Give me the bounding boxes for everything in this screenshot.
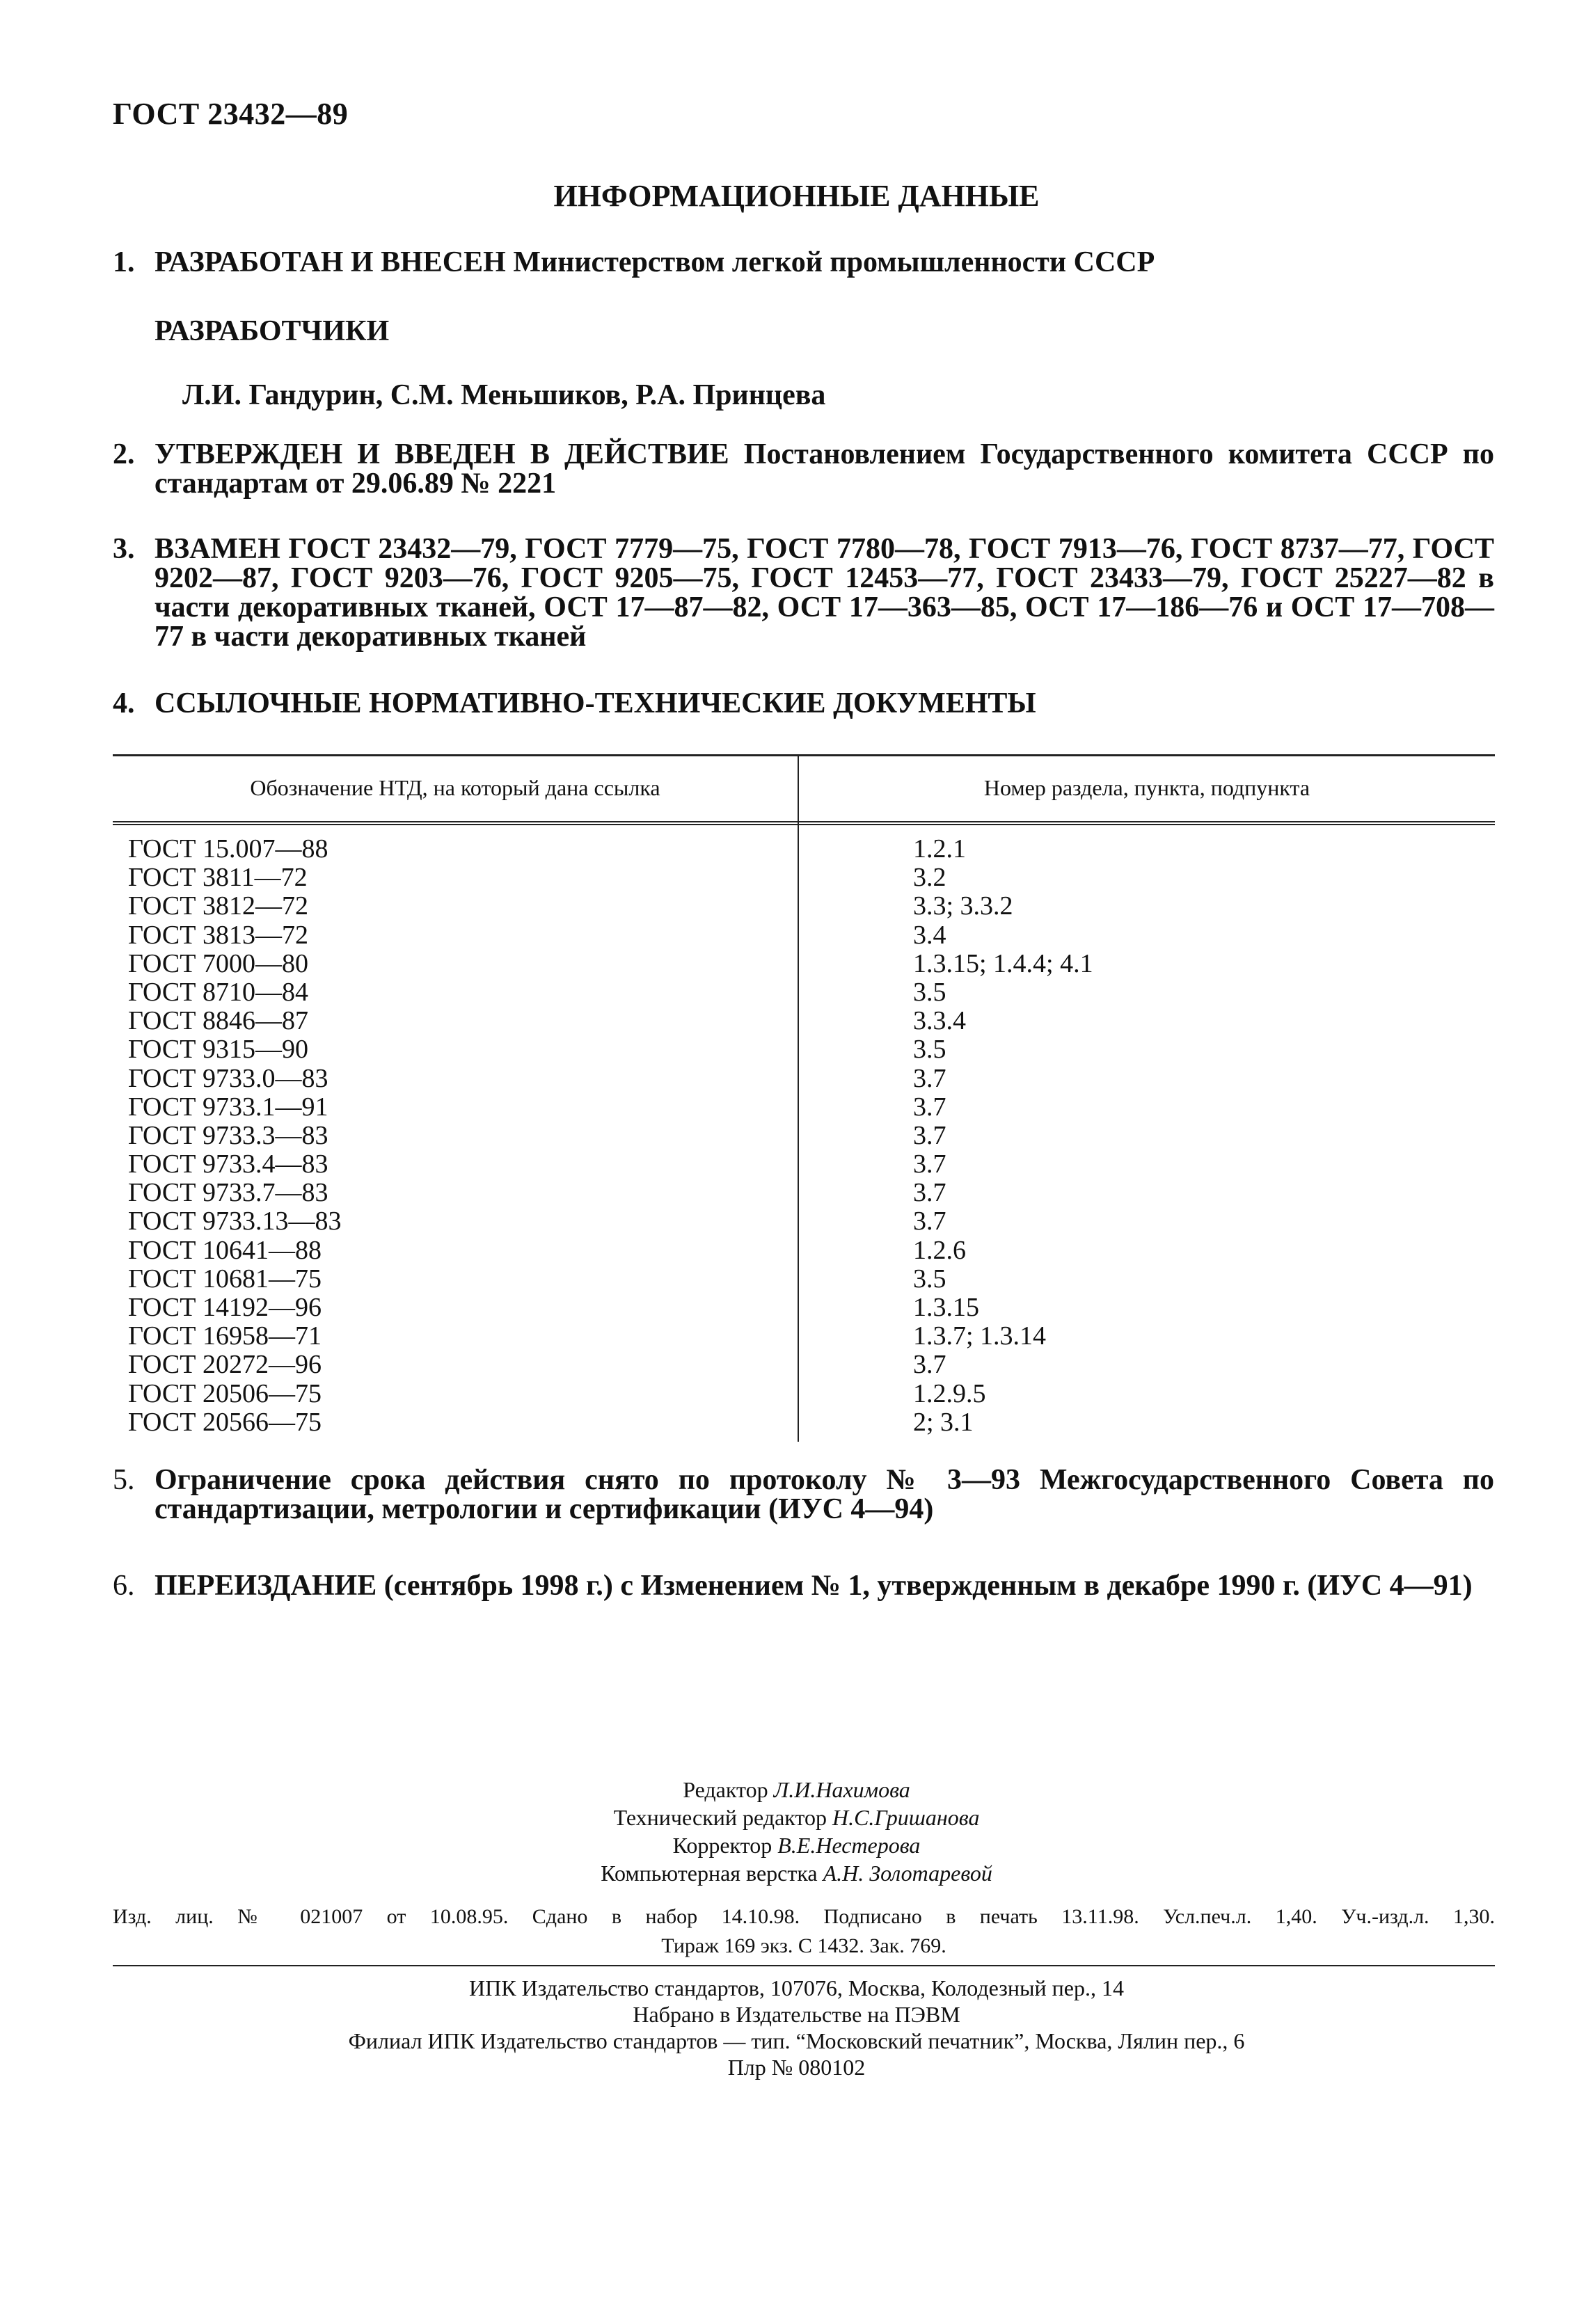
table-cell-document: ГОСТ 15.007—88 [128, 834, 328, 863]
table-cell-document: ГОСТ 20566—75 [128, 1407, 322, 1437]
table-cell-section: 3.7 [913, 1207, 946, 1236]
publisher-line-3: Филиал ИПК Издательство стандартов — тип. “Московский печатник”, Москва, Лялин пер., 6 [348, 2028, 1245, 2053]
item-1 [113, 248, 1494, 277]
publisher-block [0, 1975, 1593, 2080]
item-2-heading: УТВЕРЖДЕН И ВВЕДЕН В ДЕЙСТВИЕ [154, 438, 729, 470]
table-cell-section: 3.3; 3.3.2 [913, 891, 1013, 921]
table-cell-section: 3.2 [913, 863, 946, 893]
proofreader-label: Корректор [672, 1833, 772, 1858]
table-cell-document: ГОСТ 9733.7—83 [128, 1178, 328, 1208]
imprint-divider [113, 1965, 1495, 1966]
table-cell-document: ГОСТ 3813—72 [128, 920, 308, 950]
table-cell-section: 3.7 [913, 1178, 946, 1208]
imprint-block [113, 1902, 1495, 1961]
tech-editor-line [0, 1804, 1593, 1831]
table-cell-section: 3.5 [913, 1035, 946, 1065]
table-cell-section: 3.5 [913, 1264, 946, 1294]
table-column-documents [128, 835, 782, 1437]
table-cell-document: ГОСТ 16958—71 [128, 1321, 322, 1351]
editor-line [0, 1776, 1593, 1804]
table-cell-document: ГОСТ 20272—96 [128, 1350, 322, 1380]
item-3-number: 3. [113, 533, 135, 565]
table-cell-document: ГОСТ 3811—72 [128, 863, 308, 893]
tech-editor-name: Н.С.Гришанова [832, 1805, 980, 1830]
table-cell-document: ГОСТ 20506—75 [128, 1378, 322, 1408]
item-1-number: 1. [113, 246, 135, 278]
table-cell-document: ГОСТ 9733.1—91 [128, 1092, 328, 1122]
table-column-sections [913, 835, 1484, 1437]
table-cell-document: ГОСТ 9733.3—83 [128, 1120, 328, 1150]
table-cell-document: ГОСТ 3812—72 [128, 891, 308, 921]
table-cell-section: 1.3.15; 1.4.4; 4.1 [913, 948, 1093, 978]
item-2-number: 2. [113, 438, 135, 470]
table-top-rule [113, 754, 1495, 756]
table-cell-document: ГОСТ 9733.13—83 [128, 1207, 342, 1236]
item-4 [113, 689, 1494, 718]
publisher-line-4: Плр № 080102 [727, 2055, 866, 2080]
item-6 [113, 1571, 1494, 1600]
table-cell-document: ГОСТ 9733.0—83 [128, 1063, 328, 1093]
item-1-heading: РАЗРАБОТАН И ВНЕСЕН [154, 246, 506, 278]
proofreader-line [0, 1831, 1593, 1859]
item-5-text: Ограничение срока действия снято по протоколу № 3—93 Межгосударственного Совета по стандартизации, метрологии и сертификации (ИУС 4—94) [154, 1464, 1494, 1525]
table-column-divider [798, 754, 799, 1442]
table-cell-section: 3.7 [913, 1092, 946, 1122]
developers-label: РАЗРАБОТЧИКИ [154, 315, 390, 347]
table-cell-section: 3.7 [913, 1063, 946, 1093]
item-3 [113, 534, 1494, 651]
table-cell-section: 3.7 [913, 1149, 946, 1179]
layout-line [0, 1859, 1593, 1887]
table-header-section: Номер раздела, пункта, подпункта [983, 775, 1310, 800]
table-cell-section: 3.3.4 [913, 1006, 966, 1036]
table-cell-section: 3.4 [913, 920, 946, 950]
layout-name: А.Н. Золотаревой [823, 1861, 992, 1886]
proofreader-name: В.Е.Нестерова [777, 1833, 921, 1858]
table-cell-document: ГОСТ 14192—96 [128, 1293, 322, 1322]
tech-editor-label: Технический редактор [613, 1805, 827, 1830]
document-code: ГОСТ 23432—89 [113, 97, 349, 131]
table-cell-section: 3.7 [913, 1120, 946, 1150]
item-1-text: Министерством легкой промышленности СССР [505, 246, 1155, 278]
table-cell-section: 2; 3.1 [913, 1407, 974, 1437]
page-title: ИНФОРМАЦИОННЫЕ ДАННЫЕ [553, 179, 1040, 213]
item-4-text: ССЫЛОЧНЫЕ НОРМАТИВНО-ТЕХНИЧЕСКИЕ ДОКУМЕНТЫ [154, 687, 1036, 719]
table-cell-section: 1.2.1 [913, 834, 966, 863]
table-cell-document: ГОСТ 7000—80 [128, 948, 308, 978]
editor-label: Редактор [683, 1777, 768, 1802]
item-4-number: 4. [113, 687, 135, 719]
credits-block [0, 1776, 1593, 1887]
layout-label: Компьютерная верстка [601, 1861, 818, 1886]
table-header-rule [113, 821, 1495, 825]
table-cell-document: ГОСТ 10681—75 [128, 1264, 322, 1294]
item-6-number: 6. [113, 1570, 135, 1602]
table-cell-document: ГОСТ 9315—90 [128, 1035, 308, 1065]
table-cell-document: ГОСТ 9733.4—83 [128, 1149, 328, 1179]
item-2 [113, 440, 1494, 498]
table-cell-document: ГОСТ 10641—88 [128, 1235, 322, 1265]
item-5 [113, 1465, 1494, 1524]
table-cell-section: 3.7 [913, 1350, 946, 1380]
table-cell-document: ГОСТ 8710—84 [128, 977, 308, 1007]
developers-names: Л.И. Гандурин, С.М. Меньшиков, Р.А. Принцева [182, 379, 826, 411]
table-cell-section: 3.5 [913, 977, 946, 1007]
imprint-line-1: Изд. лиц. № 021007 от 10.08.95. Сдано в набор 14.10.98. Подписано в печать 13.11.98. Усл.печ.л. 1,40. Уч.-изд.л. 1,30. [113, 1905, 1495, 1928]
table-cell-section: 1.3.15 [913, 1293, 979, 1322]
item-6-text: ПЕРЕИЗДАНИЕ (сентябрь 1998 г.) с Изменением № 1, утвержденным в декабре 1990 г. (ИУС 4—91) [154, 1570, 1473, 1602]
imprint-line-2: Тираж 169 экз. С 1432. Зак. 769. [661, 1934, 946, 1957]
table-cell-section: 1.3.7; 1.3.14 [913, 1321, 1047, 1351]
publisher-line-1: ИПК Издательство стандартов, 107076, Москва, Колодезный пер., 14 [469, 1975, 1124, 2000]
item-2-text: Постановлением Государственного комитета СССР по стандартам от 29.06.89 № 2221 [154, 438, 1494, 500]
item-5-number: 5. [113, 1464, 135, 1496]
table-header-document: Обозначение НТД, на который дана ссылка [250, 775, 660, 800]
table-cell-section: 1.2.6 [913, 1235, 966, 1265]
publisher-line-2: Набрано в Издательстве на ПЭВМ [633, 2002, 960, 2027]
editor-name: Л.И.Нахимова [773, 1777, 910, 1802]
table-cell-section: 1.2.9.5 [913, 1378, 986, 1408]
table-cell-document: ГОСТ 8846—87 [128, 1006, 308, 1036]
item-3-text: ВЗАМЕН ГОСТ 23432—79, ГОСТ 7779—75, ГОСТ 7780—78, ГОСТ 7913—76, ГОСТ 8737—77, ГОСТ 9202—87, ГОСТ 9203—76, ГОСТ 9205—75, ГОСТ 12453—77, ГОСТ 23433—79, ГОСТ 25227—82 в части декоративных тканей, ОСТ 17—87—82, ОСТ 17—363—85, ОСТ 17—186—76 и ОСТ 17—708—77 в части декоративных тканей [154, 533, 1494, 653]
